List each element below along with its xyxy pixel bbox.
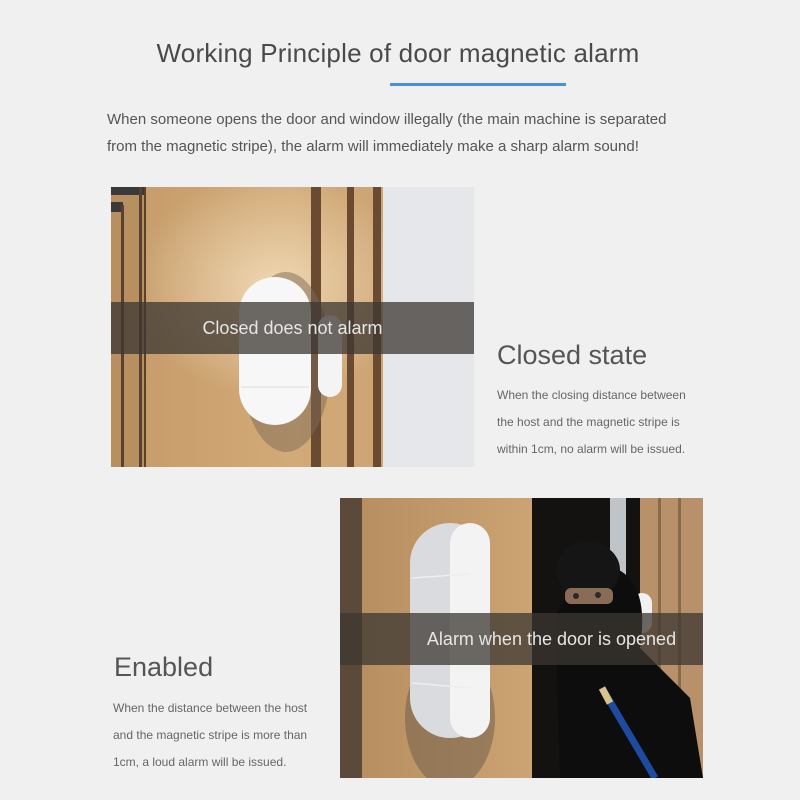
page-title-text: Working Principle of door magnetic alarm (156, 38, 640, 68)
closed-door-photo (111, 187, 474, 467)
intro-line-2: from the magnetic stripe), the alarm will immediately make a sharp alarm sound! (107, 138, 639, 155)
intro-paragraph (107, 106, 727, 160)
enabled-heading: Enabled (114, 652, 214, 682)
opened-caption-overlay: Alarm when the door is opened (340, 613, 703, 665)
closed-state-description (497, 382, 717, 463)
closed-state-heading: Closed state (497, 340, 648, 370)
closed-caption-overlay: Closed does not alarm (111, 302, 474, 354)
enabled-desc-line-3: 1cm, a loud alarm will be issued. (113, 755, 287, 769)
closed-desc-line-3: within 1cm, no alarm will be issued. (497, 442, 686, 456)
closed-desc-line-1: When the closing distance between (497, 388, 686, 402)
title-accent-underline (390, 83, 566, 86)
enabled-desc-line-2: and the magnetic stripe is more than (113, 728, 308, 742)
open-door-intruder-photo (340, 498, 703, 778)
page-title (0, 38, 800, 69)
intro-line-1: When someone opens the door and window illegally (the main machine is separated (107, 111, 667, 128)
enabled-description (113, 695, 333, 776)
closed-desc-line-2: the host and the magnetic stripe is (497, 415, 680, 429)
enabled-desc-line-1: When the distance between the host (113, 701, 308, 715)
